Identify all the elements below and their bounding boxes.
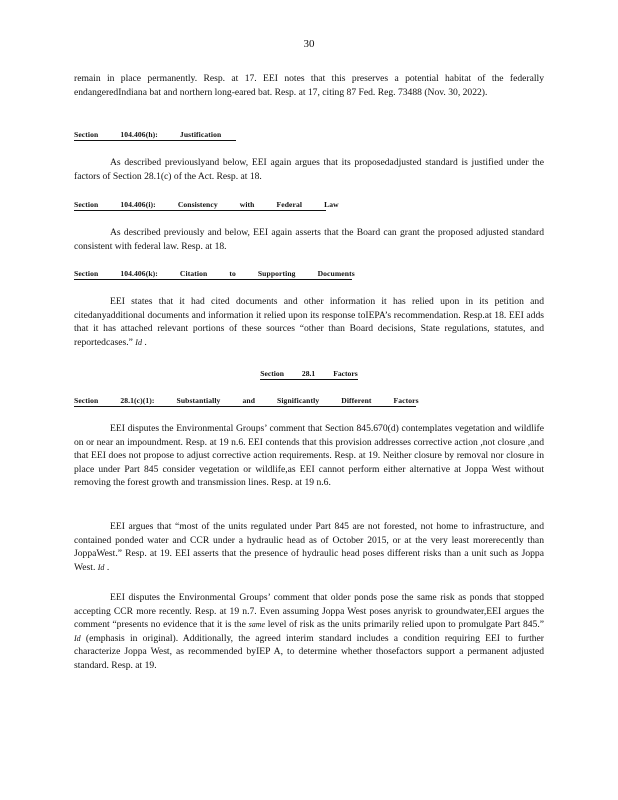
paragraph-consistency: As described previously and below, EEI again asserts that the Board can grant the proposed adjusted standard consistent with federal law. Resp. at 18. bbox=[74, 227, 544, 252]
section-heading-citation: Section 104.406(k): Citation to Supporting Documents bbox=[74, 269, 355, 278]
paragraph-disputes-vegetation: EEI disputes the Environmental Groups’ comment that Section 845.670(d) contemplates vegetation and wildlife on or near an impoundment. Resp. at 19 n.6. EEI contends that this provision addresses corrective action ,not closure ,and that EEI does not propose to adjust corrective action requirements. Resp. at 19. Neither closure by removal nor closure in place under Part 845 consider vegetation or wildlife,as EEI cannot perform either alternative at Joppa West without removing the forest growth and transmission lines. Resp. at 19 n.6. bbox=[74, 423, 544, 489]
paragraph-disputes-risk: EEI disputes the Environmental Groups’ comment that older ponds pose the same risk as ponds that stopped accepting CCR more recently. Resp. at 19 n.7. Even assuming Joppa West poses anyrisk to groundwater,EEI argues the comment “presents no evidence that it is the same level of risk as the units primarily relied upon to promulgate Part 845.” Id (emphasis in original). Additionally, the agreed interim standard includes a condition requiring EEI to further characterize Joppa West, as recommended byIEP A, to determine whether thosefactors support a permanent adjusted standard. Resp. at 19. bbox=[74, 592, 544, 671]
section-heading-justification: Section 104.406(h): Justification bbox=[74, 130, 236, 141]
section-heading-substantially-different: Section 28.1(c)(1): Substantially and Significantly Different Factors bbox=[74, 396, 419, 405]
paragraph-remain: remain in place permanently. Resp. at 17. EEI notes that this preserves a potential habitat of the federally endangeredIndiana bat and northern long-eared bat. Resp. at 17, citing 87 Fed. Reg. 73488 (Nov. 30, 2022). bbox=[74, 73, 544, 98]
page-number: 30 bbox=[303, 38, 315, 50]
paragraph-citation: EEI states that it had cited documents and other information it has relied upon in its petition and citedanyadditional documents and information it relied upon its response toIEPA’s recommendation. Resp.at 18. EEI adds that it has attached relevant portions of these sources “other than Board decisions, State regulations, statutes, and reportedcases.” Id . bbox=[74, 296, 544, 348]
paragraph-argues-hydraulic-head: EEI argues that “most of the units regulated under Part 845 are not forested, not home to infrastructure, and contained ponded water and CCR under a hydraulic head as of October 2015, or at the very least morerecently than JoppaWest.” Resp. at 19. EEI asserts that the presence of hydraulic head poses different risks than a unit such as Joppa West. Id . bbox=[74, 521, 544, 573]
section-heading-factors: Section 28.1 Factors bbox=[260, 369, 358, 378]
paragraph-justification: As described previouslyand below, EEI again argues that its proposedadjusted standard is justified under the factors of Section 28.1(c) of the Act. Resp. at 18. bbox=[74, 157, 544, 182]
section-heading-consistency: Section 104.406(i): Consistency with Federal Law bbox=[74, 200, 339, 209]
